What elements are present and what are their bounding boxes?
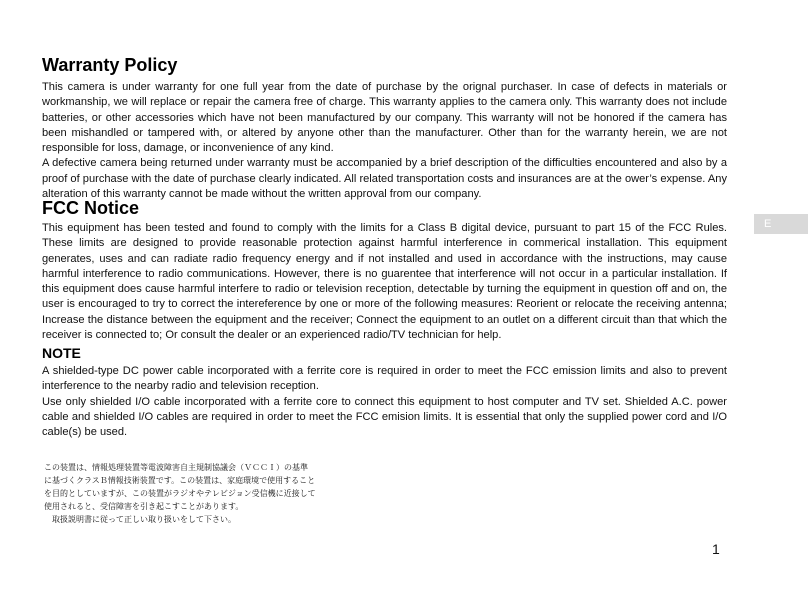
- vcci-notice: [44, 461, 334, 526]
- note-body: [42, 364, 727, 440]
- vcci-line: 取扱説明書に従って正しい取り扱いをして下さい。: [44, 515, 236, 524]
- language-tab: E: [754, 214, 808, 234]
- warranty-title: Warranty Policy: [42, 55, 178, 75]
- page-number: 1: [712, 541, 720, 557]
- vcci-line: 使用されると、受信障害を引き起こすことがあります。: [44, 502, 244, 511]
- warranty-body: [42, 80, 727, 202]
- vcci-line: この装置は、情報処理装置等電波障害自主規制協議会（ＶＣＣＩ）の基準: [44, 463, 308, 472]
- fcc-title: FCC Notice: [42, 198, 140, 218]
- warranty-paragraph-1: This camera is under warranty for one full year from the date of purchase by the orignal purchaser. In case of defects in materials or workmanship, we will replace or repair the camera free of charge. This warranty applies to the camera only. This warranty does not include batteries, or other accessories which have not been manufactured by our company. This warranty will not be honored if the camera has been mishandled or tampered with, or altered by anyone other than the manufacturer. Other than for the warranty herein, we are not responsible for loss, damage, or inconvenience of any kind.: [42, 81, 727, 155]
- note-paragraph-2: Use only shielded I/O cable incorporated with a ferrite core to connect this equipment to host computer and TV set. Shielded A.C. power cable and shielded I/O cables are required in order to meet the FCC emision limits. It is essential that only the supplied power cord and I/O cable(s) be used.: [42, 395, 727, 439]
- note-paragraph-1: A shielded-type DC power cable incorporated with a ferrite core is required in order to meet the FCC emission limits and also to prevent interference to the nearby radio and television reception.: [42, 365, 727, 393]
- fcc-body: [42, 221, 727, 343]
- warranty-paragraph-2: A defective camera being returned under warranty must be accompanied by a brief description of the difficulties encountered and also by a proof of purchase with the date of purchase clearly indicated. All related transportation costs and insurances are at the ower’s expense. Any alteration of this warranty cannot be made without the written approval from our company.: [42, 157, 727, 201]
- note-title: NOTE: [42, 345, 81, 361]
- fcc-paragraph-1: This equipment has been tested and found to comply with the limits for a Class B digital device, pursuant to part 15 of the FCC Rules. These limits are designed to provide reasonable protection against harmful interference in commerical installation. This equipment generates, uses and can radiate radio frequency energy and if not installed and used in accordance with the instructions, may cause harmful interference to radio communications. However, there is no guarentee that interference will not occur in a particular installation. If this equipment does cause harmful interfere to radio or television reception, detectable by turning the equipment in question off and on, the user is encouraged to try to correct the intereference by one or more of the following measures: Reorient or relocate the receiving antenna; Increase the distance between the equipment and the receiver; Connect the equipment to an outlet on a different circuit than that which the receiver is connected to; Or consult the dealer or an experienced radio/TV technician for help.: [42, 222, 727, 342]
- vcci-line: に基づくクラスＢ情報技術装置です。この装置は、家庭環境で使用すること: [44, 476, 316, 485]
- vcci-line: を目的としていますが、この装置がラジオやテレビジョン受信機に近接して: [44, 489, 316, 498]
